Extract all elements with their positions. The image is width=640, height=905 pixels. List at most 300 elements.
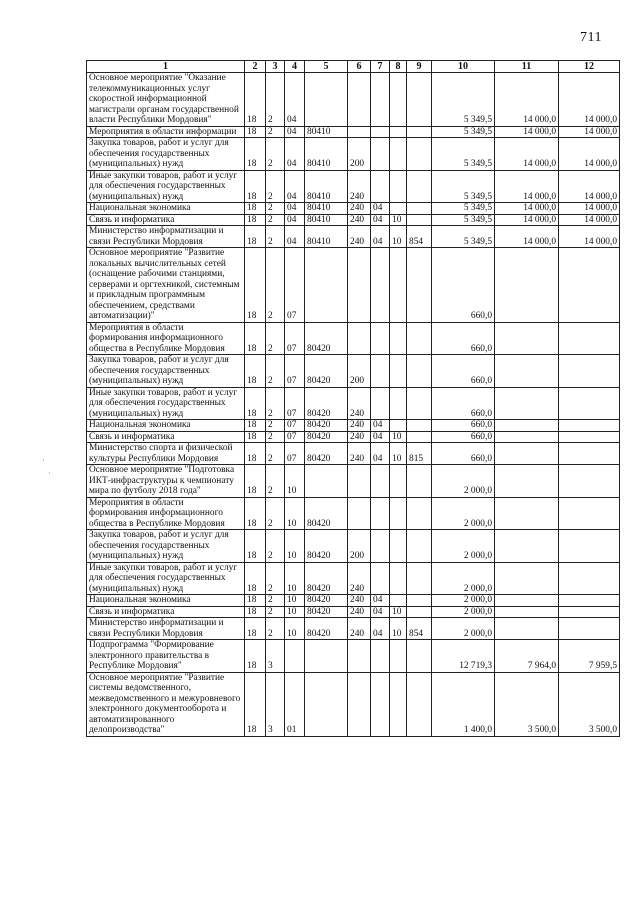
row-description-cell: Национальная экономика	[87, 420, 245, 432]
column-header: 4	[285, 61, 305, 73]
table-cell: 2 000,0	[432, 606, 495, 618]
table-cell	[407, 431, 432, 443]
table-cell: 2	[266, 465, 285, 498]
table-cell	[348, 640, 371, 673]
table-cell: 18	[245, 138, 266, 171]
table-cell: 04	[371, 203, 390, 215]
table-row	[87, 248, 620, 323]
table-header-row	[87, 61, 620, 73]
table-cell: 14 000,0	[495, 226, 559, 248]
table-cell: 07	[285, 248, 305, 323]
column-header: 2	[245, 61, 266, 73]
table-cell: 2	[266, 73, 285, 127]
table-cell: 854	[407, 618, 432, 640]
table-cell: 2	[266, 497, 285, 530]
table-cell	[495, 420, 559, 432]
table-cell: 04	[371, 214, 390, 226]
table-cell	[559, 497, 620, 530]
table-cell: 04	[285, 203, 305, 215]
table-row	[87, 138, 620, 171]
table-cell: 14 000,0	[495, 138, 559, 171]
table-cell: 2	[266, 530, 285, 563]
table-cell: 854	[407, 226, 432, 248]
table-cell: 2	[266, 562, 285, 595]
table-cell	[348, 73, 371, 127]
table-cell: 2	[266, 203, 285, 215]
table-cell: 80410	[305, 203, 348, 215]
table-cell: 5 349,5	[432, 138, 495, 171]
table-cell: 80420	[305, 443, 348, 465]
table-cell	[559, 618, 620, 640]
table-row	[87, 530, 620, 563]
table-cell: 3 500,0	[495, 672, 559, 736]
table-cell	[371, 138, 390, 171]
table-cell: 04	[285, 170, 305, 203]
table-cell: 2	[266, 226, 285, 248]
table-cell: 10	[390, 443, 407, 465]
scan-speck: ·	[42, 455, 45, 465]
table-cell: 18	[245, 606, 266, 618]
table-cell: 18	[245, 126, 266, 138]
row-description-cell: Иные закупки товаров, работ и услуг для обеспечения государственных (муниципальных) нужд	[87, 562, 245, 595]
table-cell	[559, 443, 620, 465]
table-cell: 240	[348, 170, 371, 203]
table-cell: 7 964,0	[495, 640, 559, 673]
table-cell	[559, 562, 620, 595]
table-cell	[407, 606, 432, 618]
table-cell	[390, 322, 407, 355]
table-cell: 2	[266, 322, 285, 355]
table-cell	[390, 672, 407, 736]
table-cell: 14 000,0	[559, 214, 620, 226]
table-cell	[305, 73, 348, 127]
column-header: 8	[390, 61, 407, 73]
table-row	[87, 618, 620, 640]
table-cell: 2 000,0	[432, 497, 495, 530]
table-cell	[390, 248, 407, 323]
table-cell: 80420	[305, 618, 348, 640]
table-cell	[390, 595, 407, 607]
table-cell	[559, 387, 620, 420]
table-cell: 10	[285, 562, 305, 595]
table-cell	[348, 322, 371, 355]
table-cell	[390, 562, 407, 595]
table-cell	[305, 465, 348, 498]
table-cell: 660,0	[432, 387, 495, 420]
column-header: 11	[495, 61, 559, 73]
table-cell	[305, 640, 348, 673]
table-cell: 2	[266, 138, 285, 171]
table-cell	[371, 170, 390, 203]
table-cell: 240	[348, 443, 371, 465]
table-cell	[348, 248, 371, 323]
table-cell: 04	[285, 226, 305, 248]
table-cell	[559, 420, 620, 432]
table-cell: 07	[285, 420, 305, 432]
table-cell	[407, 387, 432, 420]
table-cell	[407, 497, 432, 530]
table-cell: 80420	[305, 497, 348, 530]
table-cell: 18	[245, 465, 266, 498]
table-cell: 04	[371, 420, 390, 432]
table-cell: 2 000,0	[432, 465, 495, 498]
table-row	[87, 497, 620, 530]
table-cell	[371, 322, 390, 355]
table-cell	[390, 497, 407, 530]
row-description-cell: Министерство информатизации и связи Республики Мордовия	[87, 226, 245, 248]
row-description-cell: Основное мероприятие "Развитие локальных вычислительных сетей (оснащение рабочими станциями, серверами и оргтехникой, системным и прикладным программным обеспечением, средствами автоматизации)"	[87, 248, 245, 323]
table-cell: 04	[285, 126, 305, 138]
table-cell	[559, 465, 620, 498]
table-cell	[390, 203, 407, 215]
row-description-cell: Связь и информатика	[87, 431, 245, 443]
table-cell: 18	[245, 640, 266, 673]
table-cell: 18	[245, 530, 266, 563]
table-cell	[407, 170, 432, 203]
table-cell	[407, 420, 432, 432]
table-cell	[407, 530, 432, 563]
table-cell: 240	[348, 562, 371, 595]
table-row	[87, 562, 620, 595]
table-row	[87, 170, 620, 203]
table-cell: 80420	[305, 595, 348, 607]
table-cell	[371, 248, 390, 323]
table-row	[87, 322, 620, 355]
table-cell: 240	[348, 214, 371, 226]
row-description-cell: Мероприятия в области информации	[87, 126, 245, 138]
table-cell	[559, 248, 620, 323]
table-cell: 10	[390, 606, 407, 618]
table-cell	[371, 562, 390, 595]
table-cell: 7 959,5	[559, 640, 620, 673]
table-cell: 2 000,0	[432, 562, 495, 595]
table-cell: 240	[348, 618, 371, 640]
table-cell: 240	[348, 420, 371, 432]
table-cell: 80410	[305, 226, 348, 248]
row-description-cell: Основное мероприятие "Подготовка ИКТ-инфраструктуры к чемпионату мира по футболу 2018 года"	[87, 465, 245, 498]
table-cell	[495, 355, 559, 388]
table-cell: 18	[245, 214, 266, 226]
table-cell	[305, 248, 348, 323]
table-cell: 80420	[305, 420, 348, 432]
table-cell: 200	[348, 138, 371, 171]
table-cell: 2	[266, 443, 285, 465]
table-cell: 04	[371, 431, 390, 443]
table-cell: 660,0	[432, 431, 495, 443]
table-cell: 2	[266, 170, 285, 203]
table-cell	[495, 562, 559, 595]
table-cell	[407, 640, 432, 673]
table-cell	[390, 138, 407, 171]
table-cell: 14 000,0	[495, 126, 559, 138]
table-cell: 14 000,0	[559, 126, 620, 138]
table-cell: 18	[245, 431, 266, 443]
table-cell	[390, 530, 407, 563]
table-cell	[390, 126, 407, 138]
table-cell: 18	[245, 618, 266, 640]
row-description-cell: Закупка товаров, работ и услуг для обеспечения государственных (муниципальных) нужд	[87, 355, 245, 388]
table-cell	[495, 606, 559, 618]
table-cell	[495, 322, 559, 355]
table-cell	[495, 530, 559, 563]
table-cell	[348, 672, 371, 736]
table-cell: 18	[245, 387, 266, 420]
table-row	[87, 606, 620, 618]
table-cell: 07	[285, 322, 305, 355]
table-cell	[495, 387, 559, 420]
table-cell: 04	[371, 443, 390, 465]
table-cell: 10	[285, 465, 305, 498]
table-cell: 240	[348, 203, 371, 215]
table-cell: 04	[285, 73, 305, 127]
row-description-cell: Связь и информатика	[87, 606, 245, 618]
table-cell: 80420	[305, 387, 348, 420]
table-cell	[407, 672, 432, 736]
table-cell: 200	[348, 355, 371, 388]
table-cell: 07	[285, 355, 305, 388]
table-cell: 04	[371, 595, 390, 607]
table-cell: 14 000,0	[559, 170, 620, 203]
table-cell	[495, 431, 559, 443]
table-cell: 10	[285, 618, 305, 640]
table-cell: 660,0	[432, 322, 495, 355]
table-cell: 2	[266, 355, 285, 388]
table-cell: 18	[245, 73, 266, 127]
column-header: 5	[305, 61, 348, 73]
table-cell	[559, 606, 620, 618]
table-cell: 2	[266, 248, 285, 323]
table-cell	[390, 170, 407, 203]
row-description-cell: Министерство информатизации и связи Республики Мордовия	[87, 618, 245, 640]
table-cell	[371, 387, 390, 420]
table-cell: 80420	[305, 322, 348, 355]
table-cell: 18	[245, 170, 266, 203]
table-cell: 10	[390, 226, 407, 248]
table-cell	[407, 126, 432, 138]
row-description-cell: Национальная экономика	[87, 203, 245, 215]
row-description-cell: Основное мероприятие "Оказание телекоммуникационных услуг скоростной информационной магистрали органам государственной власти Республики Мордовия"	[87, 73, 245, 127]
table-cell: 14 000,0	[559, 203, 620, 215]
table-cell: 14 000,0	[559, 138, 620, 171]
table-row	[87, 203, 620, 215]
table-cell: 18	[245, 355, 266, 388]
table-cell	[495, 595, 559, 607]
table-cell: 18	[245, 562, 266, 595]
table-cell	[390, 355, 407, 388]
table-cell: 2	[266, 595, 285, 607]
row-description-cell: Иные закупки товаров, работ и услуг для обеспечения государственных (муниципальных) нужд	[87, 387, 245, 420]
table-cell: 660,0	[432, 443, 495, 465]
table-cell: 14 000,0	[559, 226, 620, 248]
table-cell: 18	[245, 248, 266, 323]
table-cell	[371, 355, 390, 388]
table-cell: 3 500,0	[559, 672, 620, 736]
table-cell: 14 000,0	[495, 170, 559, 203]
table-cell: 18	[245, 420, 266, 432]
table-cell: 5 349,5	[432, 73, 495, 127]
table-cell	[495, 248, 559, 323]
table-cell: 18	[245, 226, 266, 248]
table-cell: 240	[348, 431, 371, 443]
table-cell	[371, 672, 390, 736]
table-cell	[495, 618, 559, 640]
table-cell	[348, 465, 371, 498]
table-cell	[559, 530, 620, 563]
budget-table	[86, 60, 620, 737]
table-cell: 80410	[305, 138, 348, 171]
table-cell: 660,0	[432, 248, 495, 323]
table-cell	[407, 465, 432, 498]
table-cell: 2	[266, 387, 285, 420]
row-description-cell: Мероприятия в области формирования информационного общества в Республике Мордовия	[87, 497, 245, 530]
table-row	[87, 226, 620, 248]
table-cell	[559, 322, 620, 355]
row-description-cell: Основное мероприятие "Развитие системы ведомственного, межведомственного и межуровневого электронного документооборота и автоматизированного делопроизводства"	[87, 672, 245, 736]
table-cell: 10	[390, 431, 407, 443]
table-cell	[407, 214, 432, 226]
table-row	[87, 595, 620, 607]
table-cell	[495, 465, 559, 498]
table-cell: 10	[285, 595, 305, 607]
table-cell	[407, 248, 432, 323]
table-cell	[348, 497, 371, 530]
table-cell: 2	[266, 606, 285, 618]
table-cell	[390, 640, 407, 673]
table-cell: 660,0	[432, 355, 495, 388]
table-row	[87, 640, 620, 673]
table-cell: 80420	[305, 606, 348, 618]
table-cell	[390, 73, 407, 127]
table-cell: 2	[266, 420, 285, 432]
column-header: 10	[432, 61, 495, 73]
table-cell: 07	[285, 443, 305, 465]
table-cell	[407, 595, 432, 607]
table-cell: 660,0	[432, 420, 495, 432]
page-number: 711	[580, 30, 602, 45]
row-description-cell: Подпрограмма "Формирование электронного правительства в Республике Мордовия"	[87, 640, 245, 673]
table-cell: 10	[285, 606, 305, 618]
table-cell: 2 000,0	[432, 530, 495, 563]
table-cell	[407, 322, 432, 355]
table-cell	[407, 203, 432, 215]
table-cell: 80410	[305, 126, 348, 138]
column-header: 1	[87, 61, 245, 73]
table-cell: 18	[245, 322, 266, 355]
table-cell: 2	[266, 618, 285, 640]
table-cell: 18	[245, 672, 266, 736]
table-cell: 80420	[305, 530, 348, 563]
table-cell: 18	[245, 595, 266, 607]
table-cell: 07	[285, 387, 305, 420]
table-cell	[371, 126, 390, 138]
table-cell: 3	[266, 672, 285, 736]
table-row	[87, 387, 620, 420]
table-row	[87, 73, 620, 127]
table-row	[87, 214, 620, 226]
table-cell: 80420	[305, 355, 348, 388]
table-row	[87, 420, 620, 432]
table-cell: 10	[285, 497, 305, 530]
table-cell: 14 000,0	[495, 214, 559, 226]
table-cell: 10	[285, 530, 305, 563]
column-header: 12	[559, 61, 620, 73]
table-cell: 80420	[305, 431, 348, 443]
table-cell: 2	[266, 126, 285, 138]
row-description-cell: Закупка товаров, работ и услуг для обеспечения государственных (муниципальных) нужд	[87, 138, 245, 171]
table-cell	[495, 497, 559, 530]
table-row	[87, 431, 620, 443]
row-description-cell: Мероприятия в области формирования информационного общества в Республике Мордовия	[87, 322, 245, 355]
table-cell	[559, 355, 620, 388]
table-cell: 18	[245, 203, 266, 215]
table-cell: 80420	[305, 562, 348, 595]
table-cell: 80410	[305, 170, 348, 203]
table-cell	[407, 355, 432, 388]
scan-speck: ·	[48, 468, 51, 478]
table-cell: 1 400,0	[432, 672, 495, 736]
table-cell	[390, 420, 407, 432]
table-cell: 10	[390, 618, 407, 640]
table-cell	[348, 126, 371, 138]
table-cell: 240	[348, 226, 371, 248]
table-cell: 10	[390, 214, 407, 226]
table-cell: 04	[371, 618, 390, 640]
table-cell: 2	[266, 431, 285, 443]
table-cell	[285, 640, 305, 673]
table-cell: 2 000,0	[432, 618, 495, 640]
table-cell: 240	[348, 595, 371, 607]
table-cell	[559, 595, 620, 607]
table-cell	[559, 431, 620, 443]
row-description-cell: Закупка товаров, работ и услуг для обеспечения государственных (муниципальных) нужд	[87, 530, 245, 563]
row-description-cell: Министерство спорта и физической культуры Республики Мордовия	[87, 443, 245, 465]
table-cell	[407, 138, 432, 171]
table-cell: 5 349,5	[432, 203, 495, 215]
column-header: 3	[266, 61, 285, 73]
table-cell: 80410	[305, 214, 348, 226]
row-description-cell: Связь и информатика	[87, 214, 245, 226]
table-cell	[407, 562, 432, 595]
table-cell: 04	[285, 138, 305, 171]
table-cell: 04	[371, 606, 390, 618]
table-row	[87, 355, 620, 388]
table-cell: 04	[371, 226, 390, 248]
table-cell: 240	[348, 387, 371, 420]
table-cell	[371, 497, 390, 530]
table-cell: 07	[285, 431, 305, 443]
table-row	[87, 672, 620, 736]
table-cell	[371, 640, 390, 673]
table-cell: 5 349,5	[432, 226, 495, 248]
table-cell: 14 000,0	[559, 73, 620, 127]
table-cell: 18	[245, 497, 266, 530]
table-cell: 2	[266, 214, 285, 226]
table-cell: 240	[348, 606, 371, 618]
table-cell: 12 719,3	[432, 640, 495, 673]
table-cell: 5 349,5	[432, 126, 495, 138]
table-cell: 14 000,0	[495, 203, 559, 215]
row-description-cell: Иные закупки товаров, работ и услуг для обеспечения государственных (муниципальных) нужд	[87, 170, 245, 203]
table-row	[87, 126, 620, 138]
table-cell: 3	[266, 640, 285, 673]
table-cell	[407, 73, 432, 127]
table-cell: 14 000,0	[495, 73, 559, 127]
table-cell	[371, 465, 390, 498]
table-cell	[390, 465, 407, 498]
table-cell: 2 000,0	[432, 595, 495, 607]
table-cell	[390, 387, 407, 420]
table-cell	[371, 73, 390, 127]
